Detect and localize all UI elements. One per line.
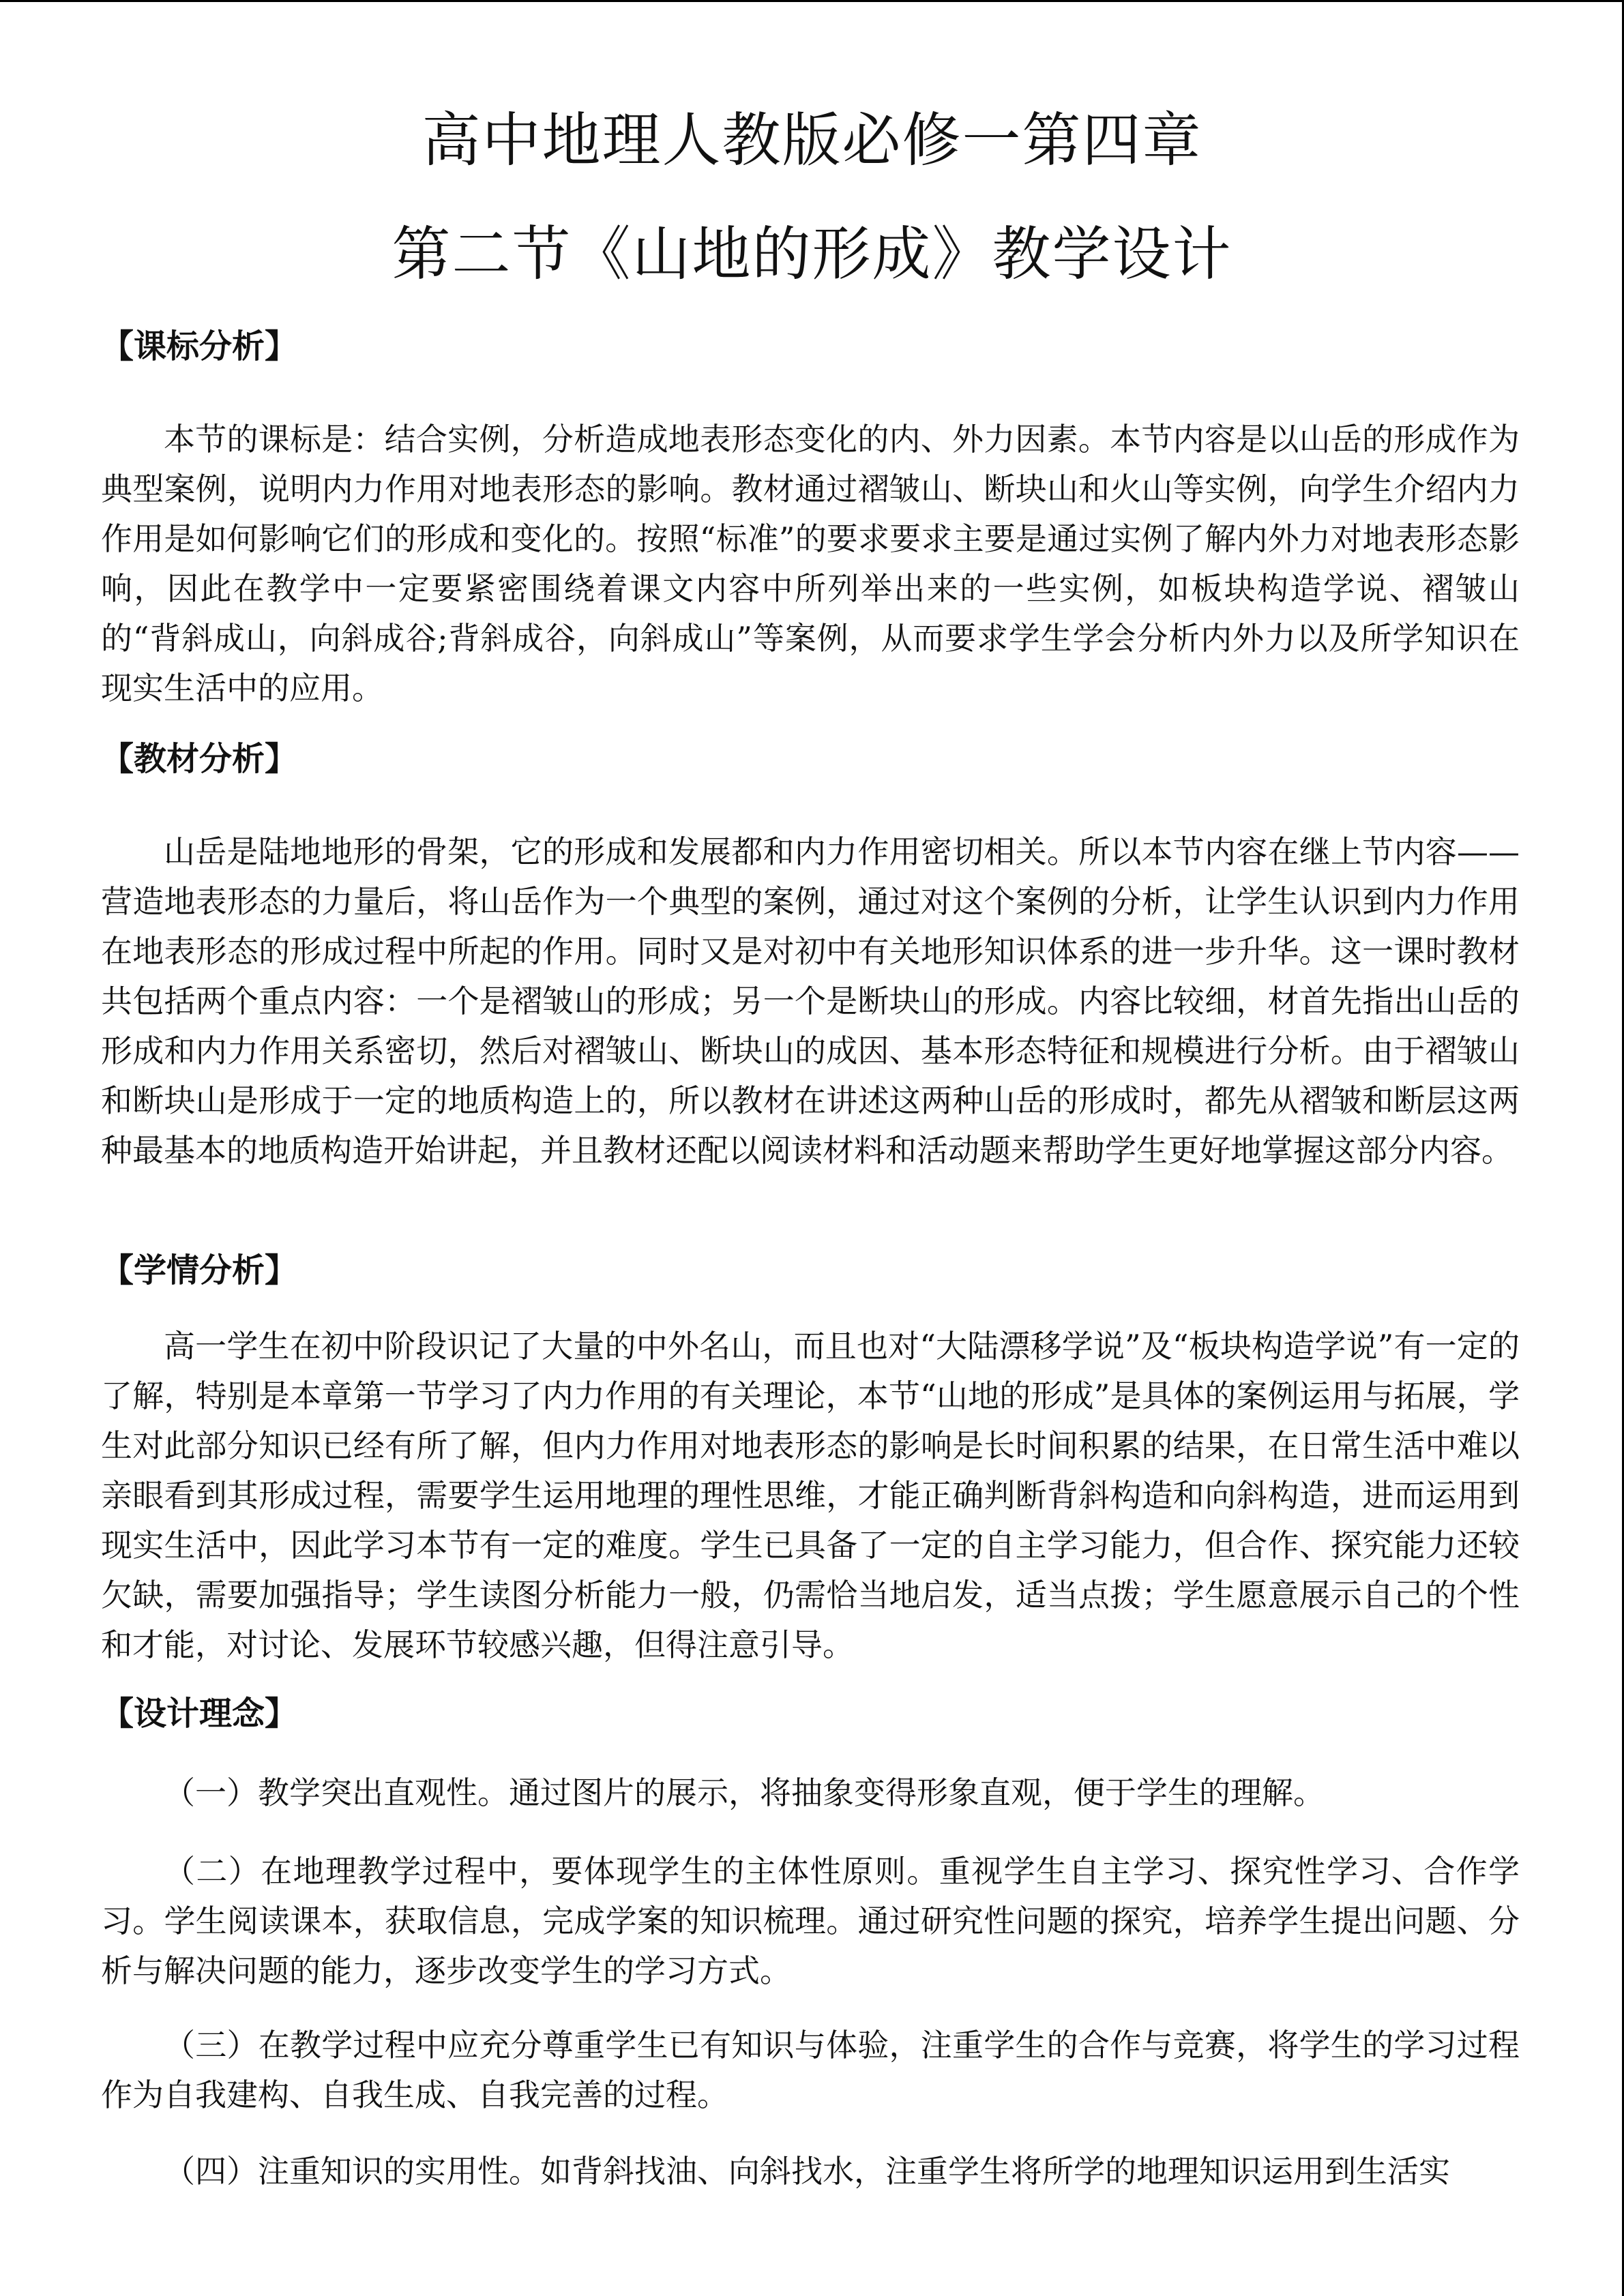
design-item-2: （二）在地理教学过程中，要体现学生的主体性原则。重视学生自主学习、探究性学习、合作学习。学生阅读课本，获取信息，完成学案的知识梳理。通过研究性问题的探究，培养学生提出问题、分析与解决问题的能力，逐步改变学生的学习方式。 [101,1853,1520,1989]
section-heading-kebiao: 【课标分析】 [101,327,298,366]
document-title-line2: 第二节《山地的形成》教学设计 [392,220,1232,288]
paragraph-kebiao: 本节的课标是：结合实例，分析造成地表形态变化的内、外力因素。本节内容是以山岳的形成作为典型案例，说明内力作用对地表形态的影响。教材通过褶皱山、断块山和火山等实例，向学生介绍内力作用是如何影响它们的形成和变化的。按照“标准”的要求要求主要是通过实例了解内外力对地表形态影响，因此在教学中一定要紧密围绕着课文内容中所列举出来的一些实例，如板块构造学说、褶皱山的“背斜成山，向斜成谷;背斜成谷，向斜成山”等案例，从而要求学生学会分析内外力以及所学知识在现实生活中的应用。 [101,421,1520,706]
paragraph-xueqing: 高一学生在初中阶段识记了大量的中外名山，而且也对“大陆漂移学说”及“板块构造学说”有一定的了解，特别是本章第一节学习了内力作用的有关理论，本节“山地的形成”是具体的案例运用与拓展，学生对此部分知识已经有所了解，但内力作用对地表形态的影响是长时间积累的结果，在日常生活中难以亲眼看到其形成过程，需要学生运用地理的理性思维，才能正确判断背斜构造和向斜构造，进而运用到现实生活中，因此学习本节有一定的难度。学生已具备了一定的自主学习能力，但合作、探究能力还较欠缺，需要加强指导；学生读图分析能力一般，仍需恰当地启发，适当点拨；学生愿意展示自己的个性和才能，对讨论、发展环节较感兴趣，但得注意引导。 [101,1328,1520,1663]
section-heading-xueqing: 【学情分析】 [101,1251,298,1289]
section-heading-sheji: 【设计理念】 [101,1695,298,1733]
section-heading-jiaocai: 【教材分析】 [101,740,298,778]
document-title-line1: 高中地理人教版必修一第四章 [422,106,1202,175]
design-item-3: （三）在教学过程中应充分尊重学生已有知识与体验，注重学生的合作与竞赛，将学生的学习过程作为自我建构、自我生成、自我完善的过程。 [101,2027,1520,2113]
design-item-1: （一）教学突出直观性。通过图片的展示，将抽象变得形象直观，便于学生的理解。 [164,1774,1325,1811]
paragraph-jiaocai: 山岳是陆地地形的骨架，它的形成和发展都和内力作用密切相关。所以本节内容在继上节内容——营造地表形态的力量后，将山岳作为一个典型的案例，通过对这个案例的分析，让学生认识到内力作用在地表形态的形成过程中所起的作用。同时又是对初中有关地形知识体系的进一步升华。这一课时教材共包括两个重点内容：一个是褶皱山的形成；另一个是断块山的形成。内容比较细，材首先指出山岳的形成和内力作用关系密切，然后对褶皱山、断块山的成因、基本形态特征和规模进行分析。由于褶皱山和断块山是形成于一定的地质构造上的，所以教材在讲述这两种山岳的形成时，都先从褶皱和断层这两种最基本的地质构造开始讲起，并且教材还配以阅读材料和活动题来帮助学生更好地掌握这部分内容。 [101,833,1520,1169]
design-item-4: （四）注重知识的实用性。如背斜找油、向斜找水，注重学生将所学的地理知识运用到生活实 [164,2153,1450,2190]
